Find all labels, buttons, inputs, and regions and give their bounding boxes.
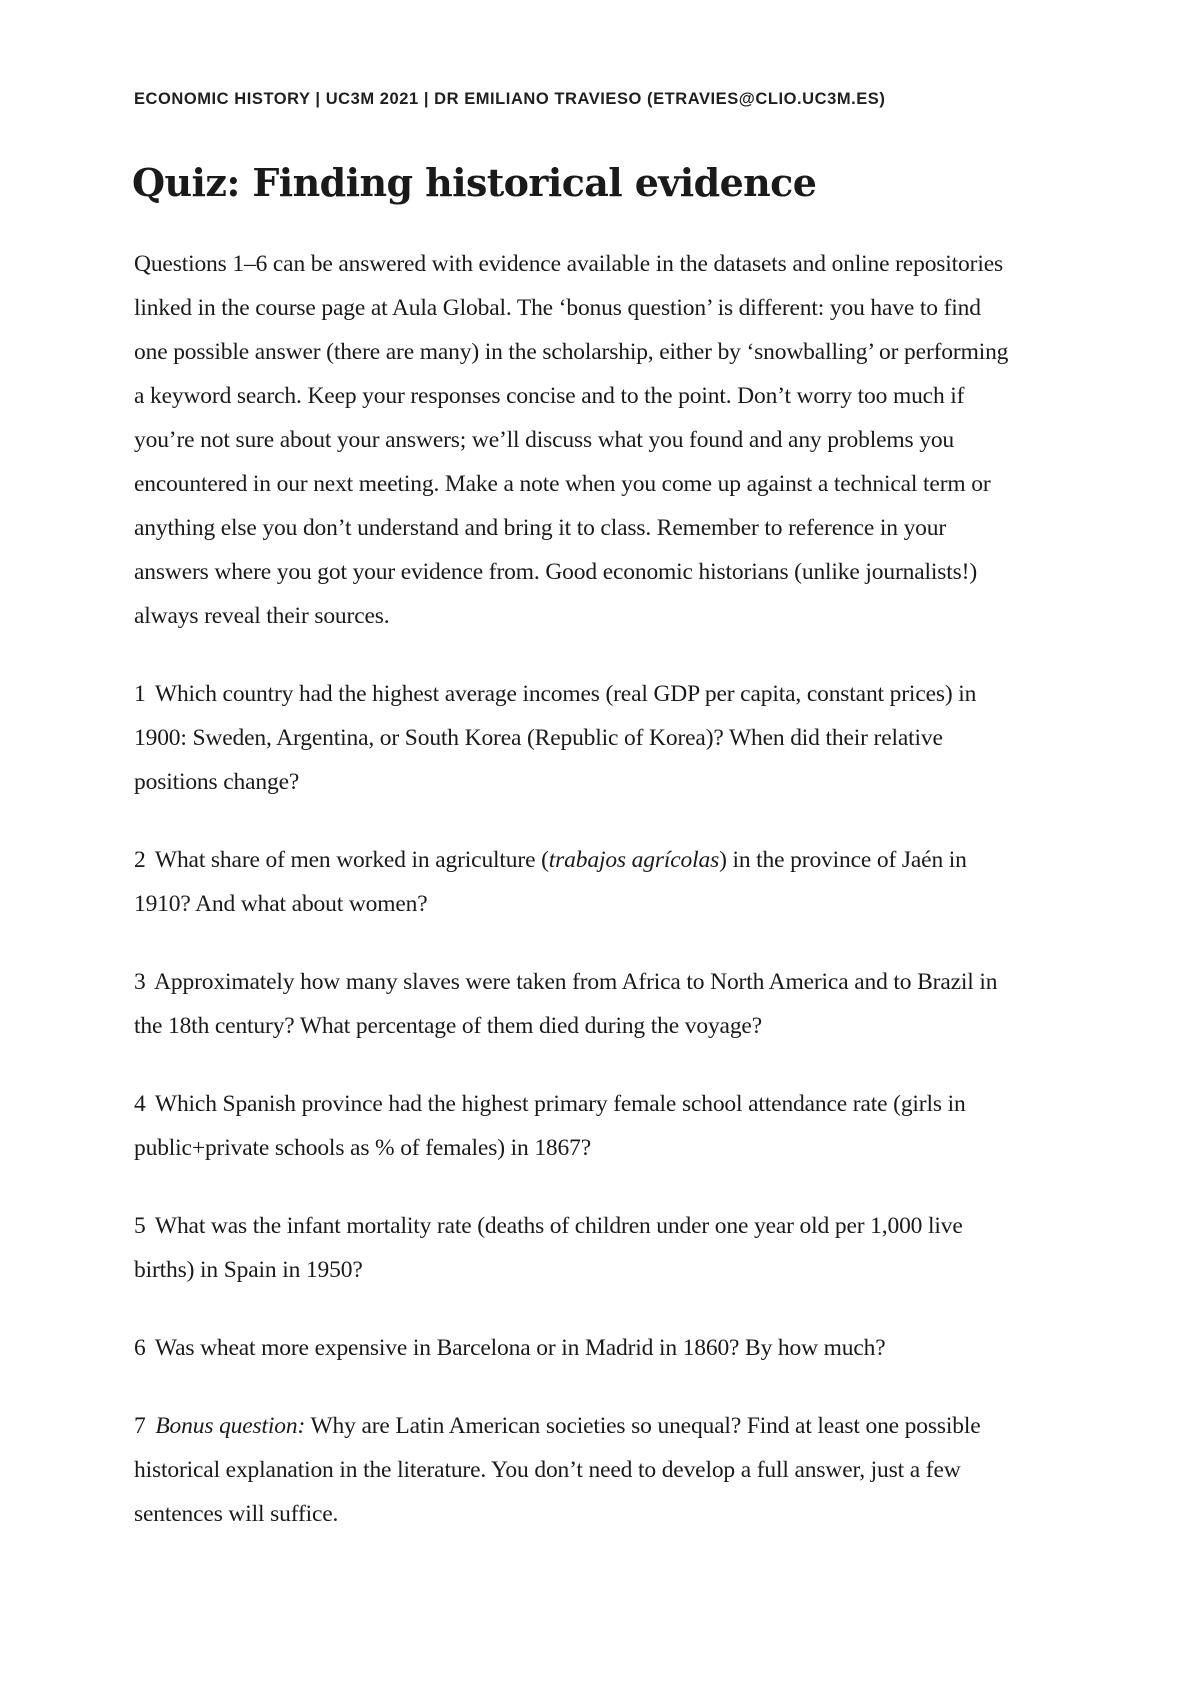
question-text: Which Spanish province had the highest primary female school attendance rate (girls in public+private schools as % of females) in 1867?: [134, 1091, 966, 1161]
question-4: [134, 1082, 1014, 1170]
question-number: 1: [134, 681, 146, 707]
question-2: [134, 838, 1014, 926]
page-title: Quiz: Finding historical evidence: [132, 160, 817, 205]
question-number: 7: [134, 1413, 146, 1439]
question-number: 4: [134, 1091, 146, 1117]
question-number: 2: [134, 847, 146, 873]
question-3: [134, 960, 1014, 1048]
question-5: [134, 1204, 1014, 1292]
question-6: [134, 1326, 1014, 1370]
question-text: Was wheat more expensive in Barcelona or in Madrid in 1860? By how much?: [154, 1335, 886, 1361]
intro-paragraph: Questions 1–6 can be answered with evidence available in the datasets and online repositories linked in the course page at Aula Global. The ‘bonus question’ is different: you have to find one possible answer (there are many) in the scholarship, either by ‘snowballing’ or performing a keyword search. Keep your responses concise and to the point. Don’t worry too much if you’re not sure about your answers; we’ll discuss what you found and any problems you encountered in our next meeting. Make a note when you come up against a technical term or anything else you don’t understand and bring it to class. Remember to reference in your answers where you got your evidence from. Good economic historians (unlike journalists!) always reveal their sources.: [134, 251, 1009, 629]
document-body: [134, 242, 1014, 1536]
question-text: Approximately how many slaves were taken from Africa to North America and to Brazil in the 18th century? What percentage of them died during the voyage?: [134, 969, 998, 1039]
question-7-bonus: [134, 1404, 1014, 1536]
question-text: ) in the province of Jaén in 1910? And what about women?: [134, 847, 967, 917]
question-italic-term: trabajos agrícolas: [548, 847, 720, 873]
question-number: 6: [134, 1335, 146, 1361]
running-header: ECONOMIC HISTORY | UC3M 2021 | DR EMILIANO TRAVIESO (ETRAVIES@CLIO.UC3M.ES): [134, 90, 886, 108]
bonus-label: Bonus question:: [155, 1413, 306, 1439]
question-1: [134, 672, 1014, 804]
question-text: Why are Latin American societies so unequal? Find at least one possible historical explanation in the literature. You don’t need to develop a full answer, just a few sentences will suffice.: [134, 1413, 981, 1527]
question-text: What was the infant mortality rate (deaths of children under one year old per 1,000 live births) in Spain in 1950?: [134, 1213, 963, 1283]
question-text: What share of men worked in agriculture (: [154, 847, 549, 873]
question-text: Which country had the highest average incomes (real GDP per capita, constant prices) in 1900: Sweden, Argentina, or South Korea (Republic of Korea)? When did their relative positions change?: [134, 681, 977, 795]
question-number: 5: [134, 1213, 146, 1239]
question-number: 3: [134, 969, 146, 995]
